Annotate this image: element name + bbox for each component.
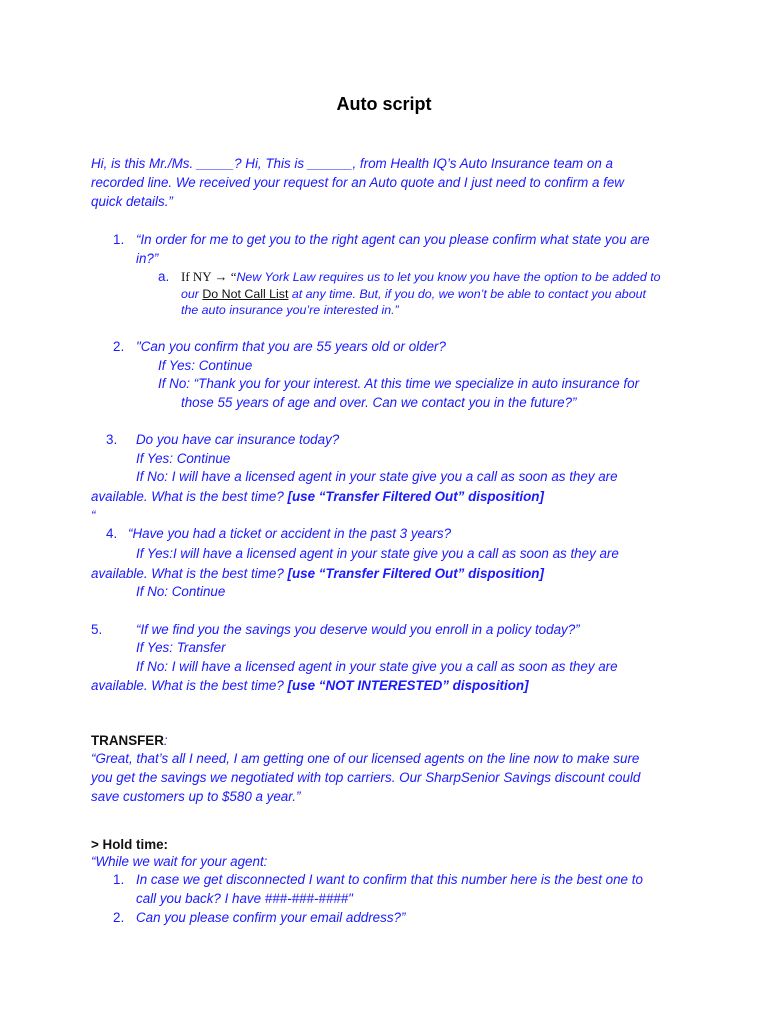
q2-if-no-1: If No: “Thank you for your interest. At this time we specialize in auto insurance for — [158, 376, 640, 391]
transfer-heading: TRANSFER — [91, 733, 164, 748]
q1-sub-line-1 — [181, 268, 661, 286]
q1-sub-letter: a. — [158, 269, 170, 284]
q4-if-no: If No: Continue — [136, 584, 226, 599]
q5-if-no-1: If No: I will have a licensed agent in your state give you a call as soon as they are — [136, 659, 618, 674]
q1-sub-prefix: If NY → “ — [181, 269, 237, 284]
stray-quote: “ — [91, 508, 96, 523]
q5-if-no-2-text: available. What is the best time? — [91, 678, 288, 693]
q2-line: "Can you confirm that you are 55 years old or older? — [136, 339, 446, 354]
q3-if-no-2 — [91, 487, 544, 506]
q5-line: “If we find you the savings you deserve would you enroll in a policy today?” — [136, 622, 580, 637]
q3-if-yes: If Yes: Continue — [136, 451, 231, 466]
q4-if-yes-2-text: available. What is the best time? — [91, 566, 288, 581]
intro-line-3: quick details.” — [91, 194, 173, 209]
do-not-call-list-link[interactable]: Do Not Call List — [202, 287, 289, 301]
q5-if-no-2 — [91, 676, 529, 695]
intro-line-1: Hi, is this Mr./Ms. _____? Hi, This is ______, from Health IQ’s Auto Insurance team on a — [91, 156, 613, 171]
q1-sub-text-1: New York Law requires us to let you know you have the option to be added to — [236, 270, 661, 284]
hold-intro: “While we wait for your agent: — [91, 854, 268, 869]
intro-line-2: recorded line. We received your request for an Auto quote and I just need to confirm a few — [91, 175, 624, 190]
q2-number: 2. — [113, 339, 125, 354]
q1-sub-text-2-post: at any time. But, if you do, we won’t be able to contact you about — [288, 287, 646, 301]
q5-disposition: [use “NOT INTERESTED” disposition] — [287, 678, 529, 693]
q1-line-1: “In order for me to get you to the right agent can you please confirm what state you are — [136, 232, 650, 247]
q2-if-no-2: those 55 years of age and over. Can we contact you in the future?” — [181, 395, 577, 410]
hold-item-2-line-1: Can you please confirm your email address?” — [136, 910, 406, 925]
transfer-heading-row — [91, 731, 168, 750]
q4-if-yes-1: If Yes:I will have a licensed agent in your state give you a call as soon as they are — [136, 546, 619, 561]
transfer-line-3: save customers up to $580 a year.” — [91, 789, 301, 804]
hold-item-1-line-2: call you back? I have ###-###-####" — [136, 891, 353, 906]
q1-number: 1. — [113, 232, 125, 247]
hold-item-1-line-1: In case we get disconnected I want to confirm that this number here is the best one to — [136, 872, 643, 887]
q3-if-no-1: If No: I will have a licensed agent in your state give you a call as soon as they are — [136, 469, 618, 484]
q4-if-yes-2 — [91, 564, 544, 583]
q3-line: Do you have car insurance today? — [136, 432, 340, 447]
q3-disposition: [use “Transfer Filtered Out” disposition] — [287, 489, 544, 504]
q3-number: 3. — [106, 432, 118, 447]
q1-line-2: in?” — [136, 251, 159, 266]
q5-if-yes: If Yes: Transfer — [136, 640, 226, 655]
q3-if-no-2-text: available. What is the best time? — [91, 489, 288, 504]
q1-sub-line-3: the auto insurance you’re interested in.” — [181, 303, 399, 317]
hold-item-1-number: 1. — [113, 872, 125, 887]
q5-number: 5. — [91, 622, 103, 637]
hold-item-2-number: 2. — [113, 910, 125, 925]
transfer-line-1: “Great, that’s all I need, I am getting one of our licensed agents on the line now to make sure — [91, 751, 640, 766]
q4-line: “Have you had a ticket or accident in the past 3 years? — [128, 526, 452, 541]
page-title: Auto script — [336, 94, 432, 114]
q4-number: 4. — [106, 526, 118, 541]
hold-heading: > Hold time: — [91, 837, 169, 852]
q1-sub-text-2-pre: our — [181, 287, 203, 301]
transfer-line-2: you get the savings we negotiated with top carriers. Our SharpSenior Savings discount could — [91, 770, 641, 785]
q4-disposition: [use “Transfer Filtered Out” disposition] — [287, 566, 544, 581]
q1-sub-line-2 — [181, 286, 646, 303]
q2-if-yes: If Yes: Continue — [158, 358, 253, 373]
transfer-colon: : — [163, 733, 168, 748]
